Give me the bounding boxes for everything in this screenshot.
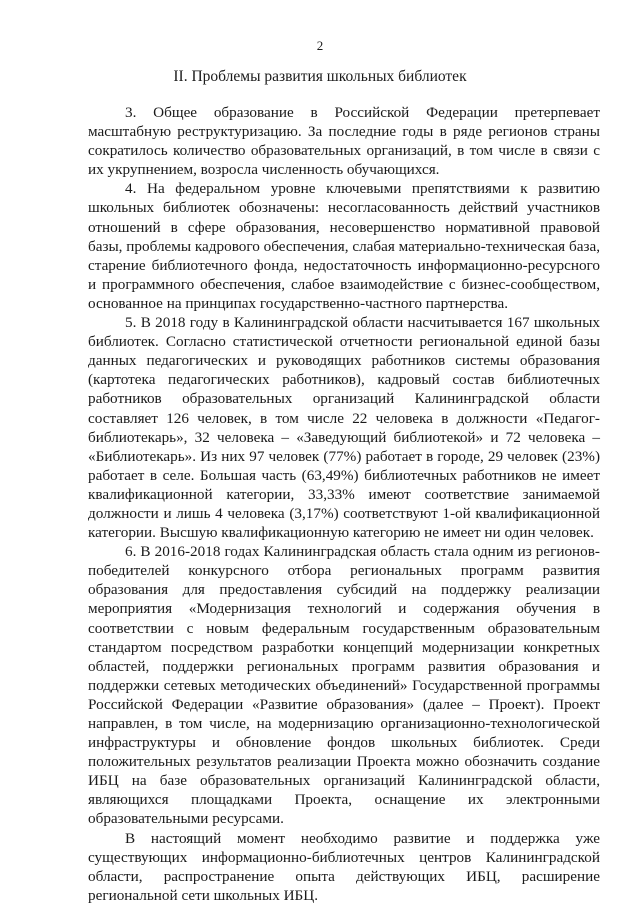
- paragraph-3: 3. Общее образование в Российской Федерации претерпевает масштабную реструктуризацию. За последние годы в ряде регионов страны сократилось количество образовательных организаций, в том числе в связи с их укрупнением, возросла численность обучающихся.: [88, 104, 600, 179]
- paragraph-5: 5. В 2018 году в Калининградской области насчитывается 167 школьных библиотек. Согласно статистической отчетности региональной единой базы данных педагогических и руководящих работников системы образования (картотека педагогических работников), кадровый состав библиотечных работников образовательных организаций Калининградской области составляет 126 человек, в том числе 22 человека в должности «Педагог-библиотекарь», 32 человека – «Заведующий библиотекой» и 72 человека – «Библиотекарь». Из них 97 человек (77%) работает в городе, 29 человек (23%) работает в селе. Большая часть (63,49%) библиотечных работников не имеет квалификационной категории, 33,33% имеют соответствие занимаемой должности и лишь 4 человека (3,17%) соответствуют 1-ой квалификационной категории. Высшую квалификационную категорию не имеет ни один человек.: [88, 314, 600, 542]
- page-number: 2: [316, 38, 324, 53]
- paragraph-conclusion: В настоящий момент необходимо развитие и поддержка уже существующих информационно-библиотечных центров Калининградской области, распространение опыта действующих ИБЦ, расширение региональной сети школьных ИБЦ.: [88, 829, 600, 904]
- section-title: II. Проблемы развития школьных библиотек: [173, 68, 467, 85]
- paragraph-6: 6. В 2016-2018 годах Калининградская область стала одним из регионов-победителей конкурсного отбора региональных программ развития образования для предоставления субсидий на поддержку реализации мероприятия «Модернизация технологий и содержания обучения в соответствии с новым федеральным государственным образовательным стандартом посредством разработки концепций модернизации конкретных областей, поддержки региональных программ развития образования и поддержки сетевых методических объединений» Государственной программы Российской Федерации «Развитие образования» (далее – Проект). Проект направлен, в том числе, на модернизацию организационно-технологической инфраструктуры и обновление фондов школьных библиотек. Среди положительных результатов реализации Проекта можно обозначить создание ИБЦ на базе образовательных организаций Калининградской области, являющихся площадками Проекта, оснащение их электронными образовательными ресурсами.: [88, 543, 600, 828]
- document-body: [88, 103, 600, 905]
- paragraph-4: 4. На федеральном уровне ключевыми препятствиями к развитию школьных библиотек обозначены: несогласованность действий участников отношений в сфере образования, несовершенство нормативной правовой базы, проблемы кадрового обеспечения, слабая материально-техническая база, старение библиотечного фонда, недостаточность информационно-ресурсного и программного обеспечения, слабое взаимодействие с бизнес-сообществом, основанное на принципах государственно-частного партнерства.: [88, 180, 600, 312]
